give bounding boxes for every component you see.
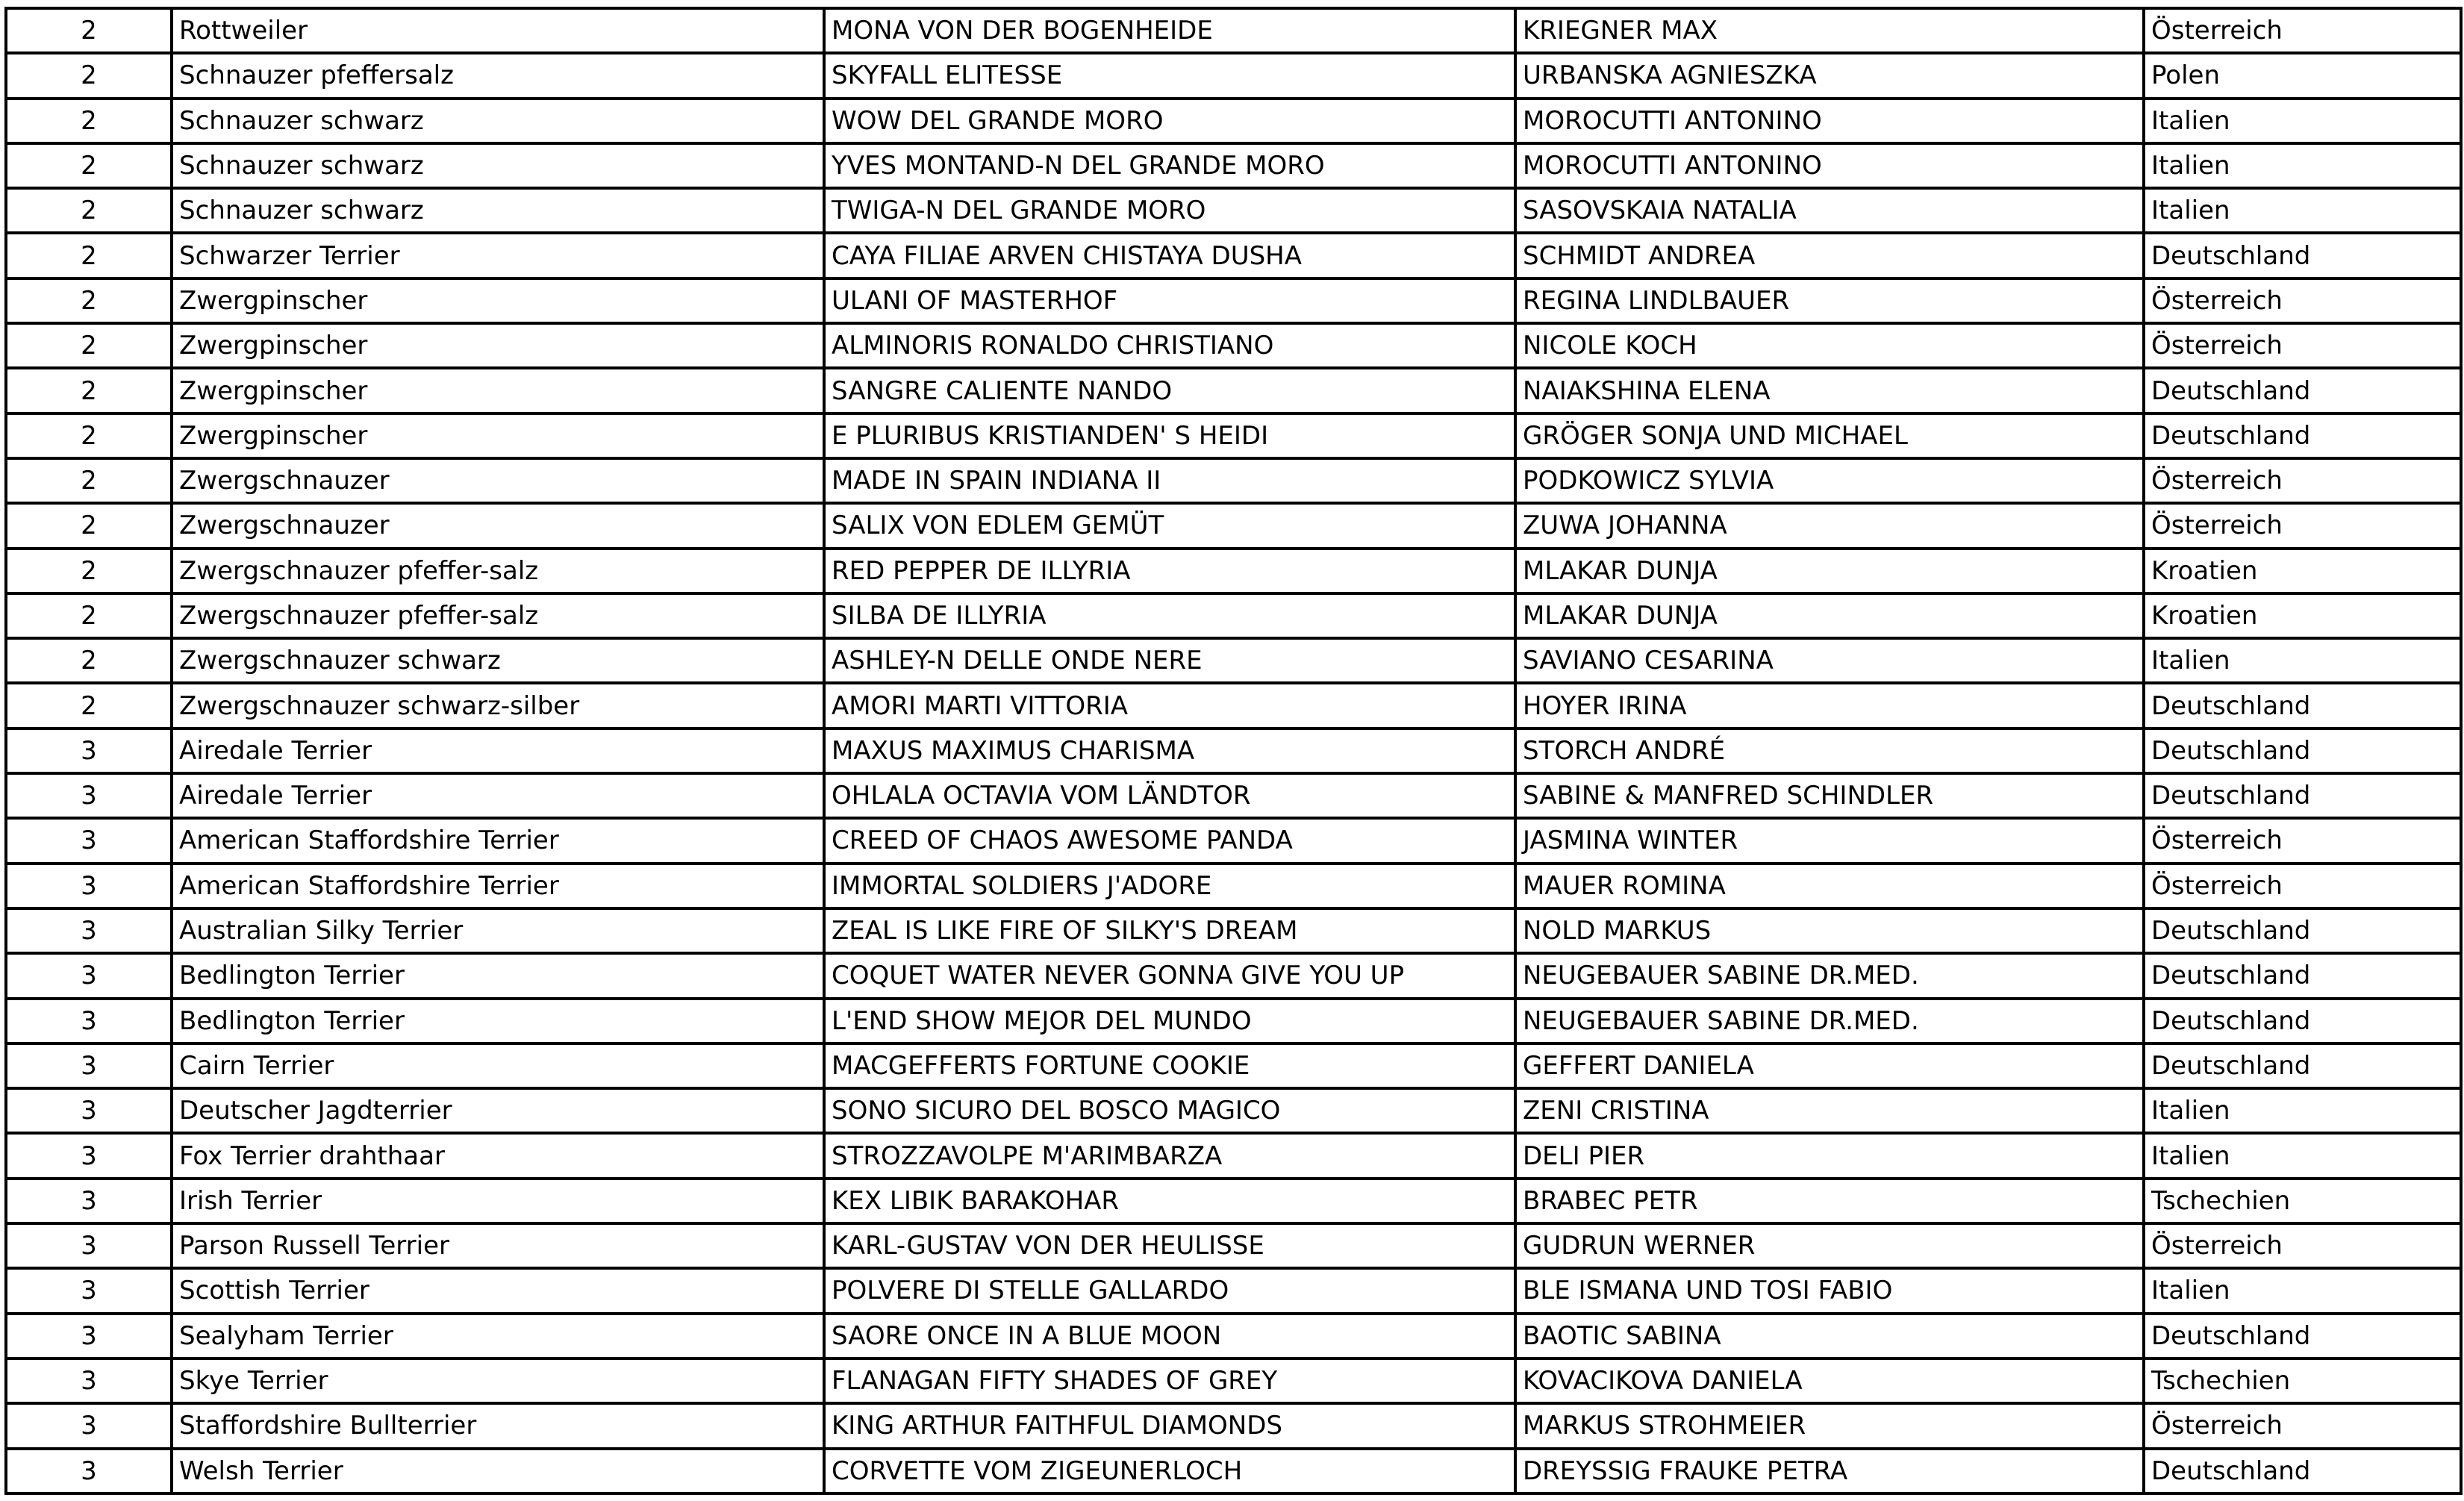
- group-cell: 2: [6, 458, 172, 503]
- country-cell: Deutschland: [2144, 953, 2461, 998]
- dog-name-cell: L'END SHOW MEJOR DEL MUNDO: [824, 999, 1515, 1043]
- country-cell: Italien: [2144, 1268, 2461, 1313]
- breed-cell: Schnauzer schwarz: [172, 143, 824, 188]
- owner-cell: KRIEGNER MAX: [1515, 8, 2144, 53]
- group-cell: 2: [6, 549, 172, 593]
- table-row: [6, 1133, 2461, 1178]
- breed-cell: Zwergschnauzer schwarz-silber: [172, 683, 824, 728]
- country-cell: Österreich: [2144, 458, 2461, 503]
- dog-name-cell: ALMINORIS RONALDO CHRISTIANO: [824, 323, 1515, 368]
- owner-cell: ZUWA JOHANNA: [1515, 503, 2144, 548]
- country-cell: Deutschland: [2144, 1449, 2461, 1494]
- country-cell: Österreich: [2144, 818, 2461, 863]
- table-row: [6, 53, 2461, 98]
- group-cell: 3: [6, 818, 172, 863]
- owner-cell: JASMINA WINTER: [1515, 818, 2144, 863]
- breed-cell: Scottish Terrier: [172, 1268, 824, 1313]
- owner-cell: MLAKAR DUNJA: [1515, 593, 2144, 638]
- owner-cell: SABINE & MANFRED SCHINDLER: [1515, 773, 2144, 818]
- country-cell: Deutschland: [2144, 1314, 2461, 1358]
- owner-cell: NEUGEBAUER SABINE DR.MED.: [1515, 953, 2144, 998]
- owner-cell: MARKUS STROHMEIER: [1515, 1403, 2144, 1448]
- table-row: [6, 143, 2461, 188]
- breed-cell: Bedlington Terrier: [172, 999, 824, 1043]
- breed-cell: Cairn Terrier: [172, 1043, 824, 1088]
- group-cell: 2: [6, 638, 172, 683]
- owner-cell: KOVACIKOVA DANIELA: [1515, 1358, 2144, 1403]
- owner-cell: NOLD MARKUS: [1515, 908, 2144, 953]
- dog-name-cell: SILBA DE ILLYRIA: [824, 593, 1515, 638]
- table-row: [6, 414, 2461, 458]
- owner-cell: NAIAKSHINA ELENA: [1515, 368, 2144, 413]
- group-cell: 3: [6, 1314, 172, 1358]
- dog-name-cell: AMORI MARTI VITTORIA: [824, 683, 1515, 728]
- country-cell: Tschechien: [2144, 1179, 2461, 1223]
- group-cell: 2: [6, 188, 172, 233]
- dog-name-cell: SANGRE CALIENTE NANDO: [824, 368, 1515, 413]
- group-cell: 3: [6, 1133, 172, 1178]
- breed-cell: Schnauzer pfeffersalz: [172, 53, 824, 98]
- dog-name-cell: SALIX VON EDLEM GEMÜT: [824, 503, 1515, 548]
- group-cell: 3: [6, 1449, 172, 1494]
- group-cell: 3: [6, 773, 172, 818]
- dog-name-cell: OHLALA OCTAVIA VOM LÄNDTOR: [824, 773, 1515, 818]
- group-cell: 3: [6, 1268, 172, 1313]
- table-row: [6, 1088, 2461, 1133]
- table-row: [6, 1043, 2461, 1088]
- breed-cell: Rottweiler: [172, 8, 824, 53]
- dog-name-cell: ULANI OF MASTERHOF: [824, 278, 1515, 323]
- breed-cell: Australian Silky Terrier: [172, 908, 824, 953]
- table-row: [6, 1403, 2461, 1448]
- owner-cell: BAOTIC SABINA: [1515, 1314, 2144, 1358]
- country-cell: Italien: [2144, 638, 2461, 683]
- breed-cell: Deutscher Jagdterrier: [172, 1088, 824, 1133]
- breed-cell: Zwergpinscher: [172, 368, 824, 413]
- dog-name-cell: SKYFALL ELITESSE: [824, 53, 1515, 98]
- owner-cell: STORCH ANDRÉ: [1515, 728, 2144, 773]
- dog-name-cell: MAXUS MAXIMUS CHARISMA: [824, 728, 1515, 773]
- owner-cell: NEUGEBAUER SABINE DR.MED.: [1515, 999, 2144, 1043]
- dog-name-cell: RED PEPPER DE ILLYRIA: [824, 549, 1515, 593]
- country-cell: Österreich: [2144, 864, 2461, 908]
- country-cell: Italien: [2144, 1133, 2461, 1178]
- country-cell: Kroatien: [2144, 593, 2461, 638]
- owner-cell: GUDRUN WERNER: [1515, 1223, 2144, 1268]
- breed-cell: American Staffordshire Terrier: [172, 864, 824, 908]
- owner-cell: URBANSKA AGNIESZKA: [1515, 53, 2144, 98]
- breed-cell: Zwergschnauzer pfeffer-salz: [172, 549, 824, 593]
- group-cell: 3: [6, 1088, 172, 1133]
- owner-cell: MOROCUTTI ANTONINO: [1515, 143, 2144, 188]
- table-row: [6, 188, 2461, 233]
- owner-cell: DREYSSIG FRAUKE PETRA: [1515, 1449, 2144, 1494]
- dog-name-cell: STROZZAVOLPE M'ARIMBARZA: [824, 1133, 1515, 1178]
- breed-cell: Zwergpinscher: [172, 414, 824, 458]
- dog-name-cell: YVES MONTAND-N DEL GRANDE MORO: [824, 143, 1515, 188]
- table-row: [6, 683, 2461, 728]
- dog-name-cell: MACGEFFERTS FORTUNE COOKIE: [824, 1043, 1515, 1088]
- group-cell: 2: [6, 278, 172, 323]
- group-cell: 3: [6, 999, 172, 1043]
- country-cell: Italien: [2144, 188, 2461, 233]
- owner-cell: SAVIANO CESARINA: [1515, 638, 2144, 683]
- dog-name-cell: MADE IN SPAIN INDIANA II: [824, 458, 1515, 503]
- country-cell: Kroatien: [2144, 549, 2461, 593]
- breed-cell: Schwarzer Terrier: [172, 233, 824, 278]
- dog-name-cell: FLANAGAN FIFTY SHADES OF GREY: [824, 1358, 1515, 1403]
- group-cell: 2: [6, 593, 172, 638]
- group-cell: 3: [6, 1179, 172, 1223]
- group-cell: 3: [6, 1403, 172, 1448]
- table-row: [6, 1223, 2461, 1268]
- dog-name-cell: E PLURIBUS KRISTIANDEN' S HEIDI: [824, 414, 1515, 458]
- breed-cell: Zwergpinscher: [172, 323, 824, 368]
- owner-cell: GEFFERT DANIELA: [1515, 1043, 2144, 1088]
- group-cell: 3: [6, 1358, 172, 1403]
- breed-cell: Zwergschnauzer schwarz: [172, 638, 824, 683]
- breed-cell: Zwergschnauzer pfeffer-salz: [172, 593, 824, 638]
- dog-name-cell: CREED OF CHAOS AWESOME PANDA: [824, 818, 1515, 863]
- country-cell: Österreich: [2144, 323, 2461, 368]
- breed-cell: Airedale Terrier: [172, 773, 824, 818]
- group-cell: 2: [6, 8, 172, 53]
- breed-cell: Skye Terrier: [172, 1358, 824, 1403]
- owner-cell: NICOLE KOCH: [1515, 323, 2144, 368]
- table-row: [6, 864, 2461, 908]
- country-cell: Italien: [2144, 1088, 2461, 1133]
- dog-name-cell: SAORE ONCE IN A BLUE MOON: [824, 1314, 1515, 1358]
- breed-cell: Welsh Terrier: [172, 1449, 824, 1494]
- dog-name-cell: ZEAL IS LIKE FIRE OF SILKY'S DREAM: [824, 908, 1515, 953]
- table-row: [6, 278, 2461, 323]
- owner-cell: MLAKAR DUNJA: [1515, 549, 2144, 593]
- country-cell: Deutschland: [2144, 414, 2461, 458]
- owner-cell: HOYER IRINA: [1515, 683, 2144, 728]
- breed-cell: American Staffordshire Terrier: [172, 818, 824, 863]
- table-row: [6, 1179, 2461, 1223]
- group-cell: 3: [6, 908, 172, 953]
- breed-cell: Bedlington Terrier: [172, 953, 824, 998]
- group-cell: 2: [6, 143, 172, 188]
- country-cell: Polen: [2144, 53, 2461, 98]
- table-row: [6, 549, 2461, 593]
- dog-name-cell: WOW DEL GRANDE MORO: [824, 99, 1515, 143]
- dog-name-cell: KARL-GUSTAV VON DER HEULISSE: [824, 1223, 1515, 1268]
- owner-cell: BRABEC PETR: [1515, 1179, 2144, 1223]
- table-row: [6, 458, 2461, 503]
- table-row: [6, 638, 2461, 683]
- table-row: [6, 323, 2461, 368]
- table-row: [6, 1449, 2461, 1494]
- group-cell: 2: [6, 503, 172, 548]
- group-cell: 2: [6, 414, 172, 458]
- group-cell: 2: [6, 368, 172, 413]
- breed-cell: Airedale Terrier: [172, 728, 824, 773]
- table-row: [6, 728, 2461, 773]
- dog-name-cell: IMMORTAL SOLDIERS J'ADORE: [824, 864, 1515, 908]
- breed-cell: Schnauzer schwarz: [172, 99, 824, 143]
- table-row: [6, 818, 2461, 863]
- results-table: [4, 7, 2463, 1495]
- table-row: [6, 1268, 2461, 1313]
- country-cell: Deutschland: [2144, 368, 2461, 413]
- country-cell: Deutschland: [2144, 233, 2461, 278]
- country-cell: Deutschland: [2144, 728, 2461, 773]
- breed-cell: Parson Russell Terrier: [172, 1223, 824, 1268]
- breed-cell: Sealyham Terrier: [172, 1314, 824, 1358]
- table-row: [6, 1358, 2461, 1403]
- dog-name-cell: TWIGA-N DEL GRANDE MORO: [824, 188, 1515, 233]
- table-row: [6, 233, 2461, 278]
- dog-name-cell: ASHLEY-N DELLE ONDE NERE: [824, 638, 1515, 683]
- group-cell: 3: [6, 1043, 172, 1088]
- table-row: [6, 908, 2461, 953]
- breed-cell: Zwergschnauzer: [172, 503, 824, 548]
- group-cell: 3: [6, 953, 172, 998]
- owner-cell: DELI PIER: [1515, 1133, 2144, 1178]
- country-cell: Deutschland: [2144, 1043, 2461, 1088]
- dog-name-cell: SONO SICURO DEL BOSCO MAGICO: [824, 1088, 1515, 1133]
- group-cell: 3: [6, 864, 172, 908]
- country-cell: Österreich: [2144, 1223, 2461, 1268]
- table-row: [6, 593, 2461, 638]
- breed-cell: Staffordshire Bullterrier: [172, 1403, 824, 1448]
- country-cell: Italien: [2144, 143, 2461, 188]
- breed-cell: Schnauzer schwarz: [172, 188, 824, 233]
- group-cell: 2: [6, 233, 172, 278]
- breed-cell: Zwergschnauzer: [172, 458, 824, 503]
- owner-cell: REGINA LINDLBAUER: [1515, 278, 2144, 323]
- dog-name-cell: MONA VON DER BOGENHEIDE: [824, 8, 1515, 53]
- group-cell: 2: [6, 323, 172, 368]
- table-row: [6, 953, 2461, 998]
- results-table-body: [6, 8, 2461, 1494]
- table-row: [6, 999, 2461, 1043]
- owner-cell: MAUER ROMINA: [1515, 864, 2144, 908]
- country-cell: Deutschland: [2144, 683, 2461, 728]
- breed-cell: Zwergpinscher: [172, 278, 824, 323]
- country-cell: Österreich: [2144, 1403, 2461, 1448]
- breed-cell: Irish Terrier: [172, 1179, 824, 1223]
- group-cell: 3: [6, 1223, 172, 1268]
- country-cell: Deutschland: [2144, 999, 2461, 1043]
- dog-name-cell: CAYA FILIAE ARVEN CHISTAYA DUSHA: [824, 233, 1515, 278]
- dog-name-cell: KING ARTHUR FAITHFUL DIAMONDS: [824, 1403, 1515, 1448]
- country-cell: Österreich: [2144, 503, 2461, 548]
- group-cell: 2: [6, 99, 172, 143]
- owner-cell: SASOVSKAIA NATALIA: [1515, 188, 2144, 233]
- country-cell: Deutschland: [2144, 773, 2461, 818]
- table-row: [6, 368, 2461, 413]
- owner-cell: GRÖGER SONJA UND MICHAEL: [1515, 414, 2144, 458]
- country-cell: Österreich: [2144, 278, 2461, 323]
- breed-cell: Fox Terrier drahthaar: [172, 1133, 824, 1178]
- table-row: [6, 1314, 2461, 1358]
- owner-cell: MOROCUTTI ANTONINO: [1515, 99, 2144, 143]
- dog-name-cell: CORVETTE VOM ZIGEUNERLOCH: [824, 1449, 1515, 1494]
- country-cell: Tschechien: [2144, 1358, 2461, 1403]
- table-row: [6, 503, 2461, 548]
- owner-cell: BLE ISMANA UND TOSI FABIO: [1515, 1268, 2144, 1313]
- country-cell: Österreich: [2144, 8, 2461, 53]
- table-row: [6, 99, 2461, 143]
- dog-name-cell: POLVERE DI STELLE GALLARDO: [824, 1268, 1515, 1313]
- table-row: [6, 8, 2461, 53]
- owner-cell: SCHMIDT ANDREA: [1515, 233, 2144, 278]
- dog-name-cell: COQUET WATER NEVER GONNA GIVE YOU UP: [824, 953, 1515, 998]
- owner-cell: PODKOWICZ SYLVIA: [1515, 458, 2144, 503]
- group-cell: 3: [6, 728, 172, 773]
- group-cell: 2: [6, 53, 172, 98]
- group-cell: 2: [6, 683, 172, 728]
- country-cell: Italien: [2144, 99, 2461, 143]
- table-row: [6, 773, 2461, 818]
- dog-name-cell: KEX LIBIK BARAKOHAR: [824, 1179, 1515, 1223]
- owner-cell: ZENI CRISTINA: [1515, 1088, 2144, 1133]
- country-cell: Deutschland: [2144, 908, 2461, 953]
